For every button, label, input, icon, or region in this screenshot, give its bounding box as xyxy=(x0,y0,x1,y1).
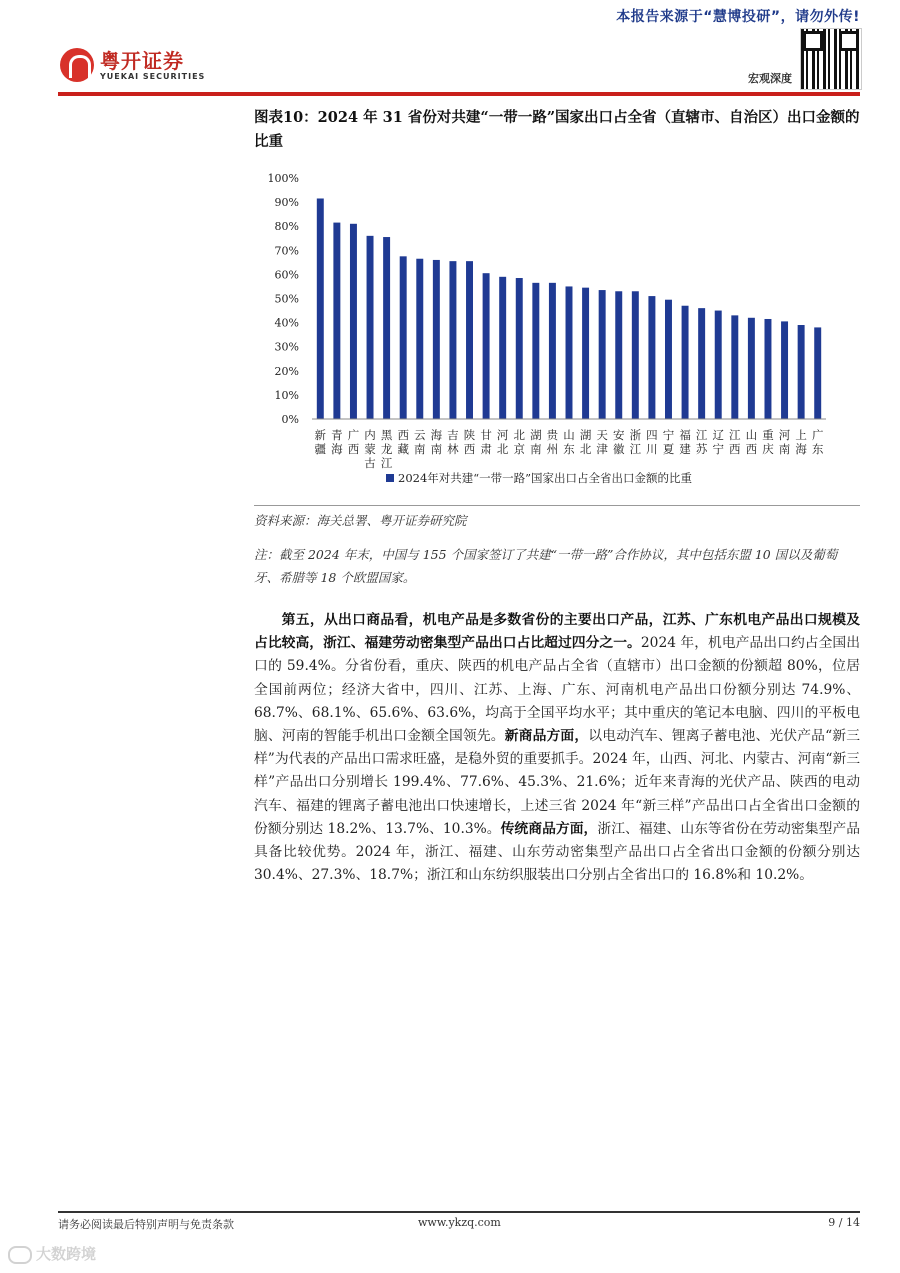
x-label-海南: 海 xyxy=(430,428,443,442)
bar-广东 xyxy=(814,327,821,419)
bar-山东 xyxy=(566,286,573,419)
x-label-广东: 东 xyxy=(811,442,824,456)
x-label-湖南: 湖 xyxy=(530,428,542,442)
logo-mark-icon xyxy=(60,48,94,82)
figure-note: 注：截至 2024 年末，中国与 155 个国家签订了共建“一带一路”合作协议，其中包括东盟 10 国以及葡萄牙、希腊等 18 个欧盟国家。 xyxy=(254,547,838,585)
x-label-内蒙古: 古 xyxy=(364,456,376,470)
bar-北京 xyxy=(516,278,523,419)
x-label-西藏: 西 xyxy=(397,428,409,442)
x-label-湖北: 湖 xyxy=(579,428,592,442)
bar-海南 xyxy=(433,260,440,419)
x-label-四川: 川 xyxy=(646,442,658,456)
new-goods-lead: 新商品方面， xyxy=(504,728,589,745)
x-label-广西: 广 xyxy=(347,428,360,442)
x-label-黑龙江: 黑 xyxy=(380,428,393,442)
x-label-山东: 东 xyxy=(563,442,575,456)
x-label-新疆: 疆 xyxy=(314,442,327,456)
x-label-天津: 津 xyxy=(596,442,608,456)
body-paragraph xyxy=(254,609,860,887)
bar-西藏 xyxy=(400,256,407,419)
bar-辽宁 xyxy=(715,311,722,419)
source-warning: 本报告来源于“慧博投研”，请勿外传! xyxy=(616,9,860,25)
x-label-浙江: 江 xyxy=(629,442,642,456)
x-label-山西: 山 xyxy=(745,428,758,442)
x-label-内蒙古: 内 xyxy=(364,428,376,442)
bar-湖北 xyxy=(582,288,589,419)
x-label-青海: 海 xyxy=(331,442,343,456)
bar-广西 xyxy=(350,224,357,419)
x-label-山东: 山 xyxy=(563,428,575,442)
x-label-陕西: 陕 xyxy=(463,428,476,442)
x-label-北京: 北 xyxy=(513,428,526,442)
bar-云南 xyxy=(416,259,423,419)
bar-浙江 xyxy=(632,291,639,419)
x-label-西藏: 藏 xyxy=(397,442,409,456)
x-label-上海: 海 xyxy=(795,442,807,456)
figure-source: 资料来源：海关总署、粤开证券研究院 xyxy=(254,513,467,528)
x-label-安徽: 徽 xyxy=(612,442,625,456)
figure-title: 图表10：2024 年 31 省份对共建“一带一路”国家出口占全省（直辖市、自治区）出口金额的比重 xyxy=(254,109,860,150)
x-label-河北: 北 xyxy=(496,442,509,456)
y-tick-label: 40% xyxy=(274,316,299,330)
point-five-lead: 第五，从出口商品看，机电产品是多数省份的主要出口产品，江苏、广东机电产品出口规模及占比较高，浙江、福建劳动密集型产品出口占比超过四分之一。 xyxy=(254,612,860,652)
x-label-北京: 京 xyxy=(513,442,526,456)
x-label-海南: 南 xyxy=(430,442,443,456)
x-label-宁夏: 夏 xyxy=(662,442,675,456)
bar-江西 xyxy=(731,315,738,419)
x-label-内蒙古: 蒙 xyxy=(364,442,376,456)
bar-四川 xyxy=(648,296,655,419)
bar-河北 xyxy=(499,277,506,419)
x-label-甘肃: 肃 xyxy=(480,442,492,456)
x-label-山西: 西 xyxy=(745,442,758,456)
y-tick-label: 100% xyxy=(267,172,299,185)
x-label-安徽: 安 xyxy=(612,428,625,442)
x-label-福建: 建 xyxy=(679,442,691,456)
bar-内蒙古 xyxy=(367,236,374,419)
x-label-湖南: 南 xyxy=(530,442,542,456)
x-label-河南: 河 xyxy=(778,428,791,442)
bar-天津 xyxy=(599,290,606,419)
company-logo xyxy=(60,48,205,82)
y-tick-label: 10% xyxy=(274,388,299,402)
footer-website: www.ykzq.com xyxy=(418,1216,501,1229)
x-label-江西: 江 xyxy=(729,428,741,442)
x-label-甘肃: 甘 xyxy=(480,428,492,442)
bar-贵州 xyxy=(549,283,556,419)
bars xyxy=(317,198,821,419)
x-label-广西: 西 xyxy=(347,442,360,456)
new-goods-text: 以电动汽车、锂离子蓄电池、光伏产品“新三样”为代表的产品出口需求旺盛，是稳外贸的重要抓手。2024 年，山西、河北、内蒙古、河南“新三样”产品出口分别增长 199.4%、77.6%、45.3%、21.6%；近年来青海的光伏产品、陕西的电动汽车、福建的锂离子蓄电池出口快速增长，上述三省 2024 年“新三样”产品出口占全省出口金额的份额分别达 18.2%、13.7%、10.3%。 xyxy=(254,728,860,837)
x-label-新疆: 新 xyxy=(314,428,327,442)
x-label-云南: 云 xyxy=(414,428,426,442)
x-label-宁夏: 宁 xyxy=(662,428,675,442)
x-label-重庆: 庆 xyxy=(762,442,774,456)
logo-english-name: YUEKAI SECURITIES xyxy=(100,71,206,81)
header-divider xyxy=(58,92,860,96)
y-tick-label: 90% xyxy=(274,196,299,210)
bar-江苏 xyxy=(698,308,705,419)
x-label-江西: 西 xyxy=(729,442,741,456)
bar-福建 xyxy=(682,306,689,419)
logo-chinese-name: 粤开证券 xyxy=(100,48,184,73)
bar-山西 xyxy=(748,318,755,419)
y-tick-label: 50% xyxy=(274,292,299,306)
x-label-河北: 河 xyxy=(496,428,509,442)
legend-swatch xyxy=(386,474,394,482)
electromechanical-text: 2024 年，机电产品出口约占全国出口的 59.4%。分省份看，重庆、陕西的机电产品占全省（直辖市）出口金额的份额超 80%，位居全国前两位；经济大省中，四川、江苏、上海、广东、河南机电产品出口份额分别达 74.9%、68.7%、68.1%、65.6%、63.6%，均高于全国平均水平；其中重庆的笔记本电脑、四川的平板电脑、河南的智能手机出口金额全国领先。 xyxy=(254,635,861,745)
bar-宁夏 xyxy=(665,300,672,419)
bar-湖南 xyxy=(532,283,539,419)
page-number: 9 / 14 xyxy=(828,1216,860,1229)
watermark-icon xyxy=(8,1246,32,1264)
bar-青海 xyxy=(333,223,340,419)
x-label-江苏: 苏 xyxy=(695,442,708,456)
y-tick-label: 0% xyxy=(281,413,299,426)
x-label-浙江: 浙 xyxy=(629,428,642,442)
legend-label: 2024年对共建“一带一路”国家出口占全省出口金额的比重 xyxy=(398,471,693,485)
watermark xyxy=(8,1243,96,1264)
x-label-重庆: 重 xyxy=(762,428,774,442)
traditional-goods-text: 浙江、福建、山东等省份在劳动密集型产品具备比较优势。2024 年，浙江、福建、山东劳动密集型产品出口占全省出口金额的份额分别达 30.4%、27.3%、18.7%；浙江和山东纺织服装出口分别占全省出口的 16.8%和 10.2%。 xyxy=(254,820,861,884)
bar-安徽 xyxy=(615,291,622,419)
x-label-江苏: 江 xyxy=(695,428,708,442)
y-tick-label: 80% xyxy=(274,220,299,234)
x-label-辽宁: 宁 xyxy=(712,442,724,456)
x-label-四川: 四 xyxy=(646,428,658,442)
y-tick-label: 70% xyxy=(274,244,299,258)
x-label-云南: 南 xyxy=(414,442,426,456)
bar-陕西 xyxy=(466,261,473,419)
x-label-黑龙江: 江 xyxy=(380,456,393,470)
bar-上海 xyxy=(798,325,805,419)
bar-新疆 xyxy=(317,198,324,419)
bar-甘肃 xyxy=(483,273,490,419)
section-tag: 宏观深度 xyxy=(748,72,792,85)
bar-河南 xyxy=(781,321,788,419)
y-tick-label: 20% xyxy=(274,364,299,378)
traditional-goods-lead: 传统商品方面， xyxy=(500,820,598,837)
x-label-辽宁: 辽 xyxy=(712,428,724,442)
x-label-广东: 广 xyxy=(811,428,824,442)
x-label-河南: 南 xyxy=(778,442,791,456)
bar-吉林 xyxy=(449,261,456,419)
y-tick-label: 60% xyxy=(274,268,299,282)
y-axis-labels xyxy=(268,172,299,426)
x-label-上海: 上 xyxy=(795,428,807,442)
bar-重庆 xyxy=(764,319,771,419)
footer-disclaimer: 请务必阅读最后特别声明与免责条款 xyxy=(58,1218,234,1231)
bar-chart xyxy=(254,168,860,498)
source-divider xyxy=(254,505,860,506)
y-tick-label: 30% xyxy=(274,340,299,354)
x-label-天津: 天 xyxy=(596,428,608,442)
x-label-福建: 福 xyxy=(679,428,691,442)
footer-divider xyxy=(58,1211,860,1213)
bar-黑龙江 xyxy=(383,237,390,419)
legend xyxy=(386,471,693,485)
x-axis-labels xyxy=(315,428,824,470)
x-label-青海: 青 xyxy=(331,428,343,442)
x-label-湖北: 北 xyxy=(579,442,592,456)
qr-code-icon xyxy=(800,28,862,90)
x-label-贵州: 贵 xyxy=(546,428,559,442)
x-label-贵州: 州 xyxy=(546,442,559,456)
x-label-吉林: 林 xyxy=(447,442,459,456)
x-label-黑龙江: 龙 xyxy=(380,442,393,456)
x-label-陕西: 西 xyxy=(463,442,476,456)
x-label-吉林: 吉 xyxy=(447,428,459,442)
watermark-text: 大数跨境 xyxy=(36,1245,97,1263)
